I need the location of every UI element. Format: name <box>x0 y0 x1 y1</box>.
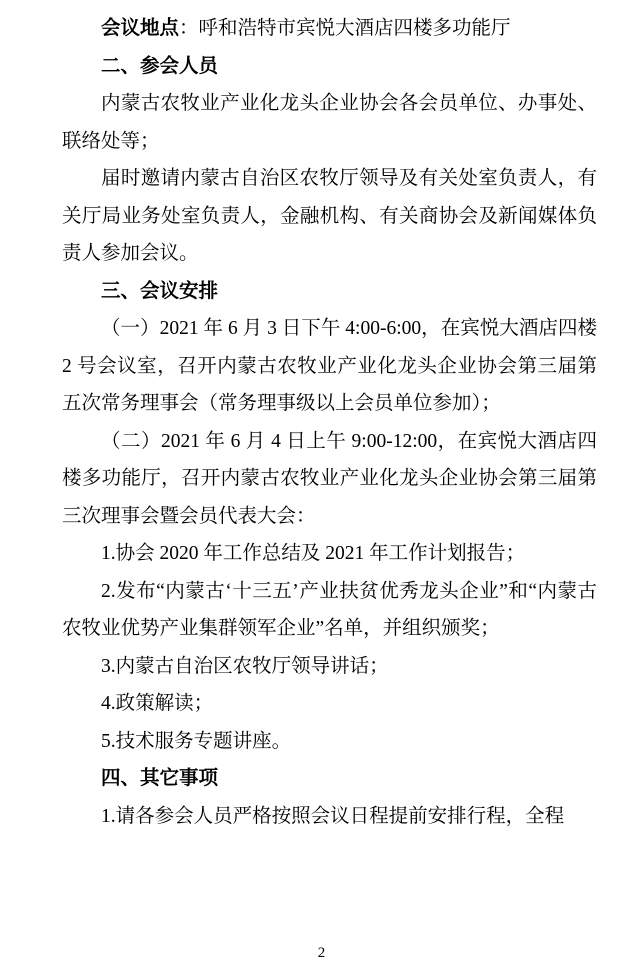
section-heading-attendees: 二、参会人员 <box>101 55 219 77</box>
paragraph-arrangement-one: （一）2021 年 6 月 3 日下午 4:00-6:00，在宾悦大酒店四楼 2 号会议室，召开内蒙古农牧业产业化龙头企业协会第三届第五次常务理事会（常务理事级以上会员单位参加）； <box>62 318 597 414</box>
section-heading-other-matters: 四、其它事项 <box>101 768 219 789</box>
meeting-venue-label: 会议地点 <box>101 18 180 39</box>
agenda-item-3: 3.内蒙古自治区农牧厅领导讲话； <box>101 655 389 677</box>
document-body <box>62 10 597 835</box>
agenda-item-1: 1.协会 2020 年工作总结及 2021 年工作计划报告； <box>101 543 526 564</box>
agenda-item-4: 4.政策解读； <box>101 693 214 714</box>
agenda-item-5: 5.技术服务专题讲座。 <box>101 730 292 752</box>
agenda-item-2: 2.发布“内蒙古‘十三五’产业扶贫优秀龙头企业”和“内蒙古农牧业优势产业集群领军企业”名单，并组织颁奖； <box>62 580 597 639</box>
meeting-venue-line <box>62 10 597 48</box>
other-matter-1: 1.请各参会人员严格按照会议日程提前安排行程，全程 <box>101 805 565 827</box>
paragraph-arrangement-two: （二）2021 年 6 月 4 日上午 9:00-12:00，在宾悦大酒店四楼多功能厅，召开内蒙古农牧业产业化龙头企业协会第三届第三次理事会暨会员代表大会： <box>62 430 597 527</box>
meeting-venue-value: ：呼和浩特市宾悦大酒店四楼多功能厅 <box>179 18 511 39</box>
page-number: 2 <box>317 945 326 961</box>
section-heading-arrangements: 三、会议安排 <box>101 280 219 302</box>
paragraph-attendees-invited: 届时邀请内蒙古自治区农牧厅领导及有关处室负责人，有关厅局业务处室负责人，金融机构、有关商协会及新闻媒体负责人参加会议。 <box>62 168 597 264</box>
paragraph-attendees-members: 内蒙古农牧业产业化龙头企业协会各会员单位、办事处、联络处等； <box>62 93 597 152</box>
